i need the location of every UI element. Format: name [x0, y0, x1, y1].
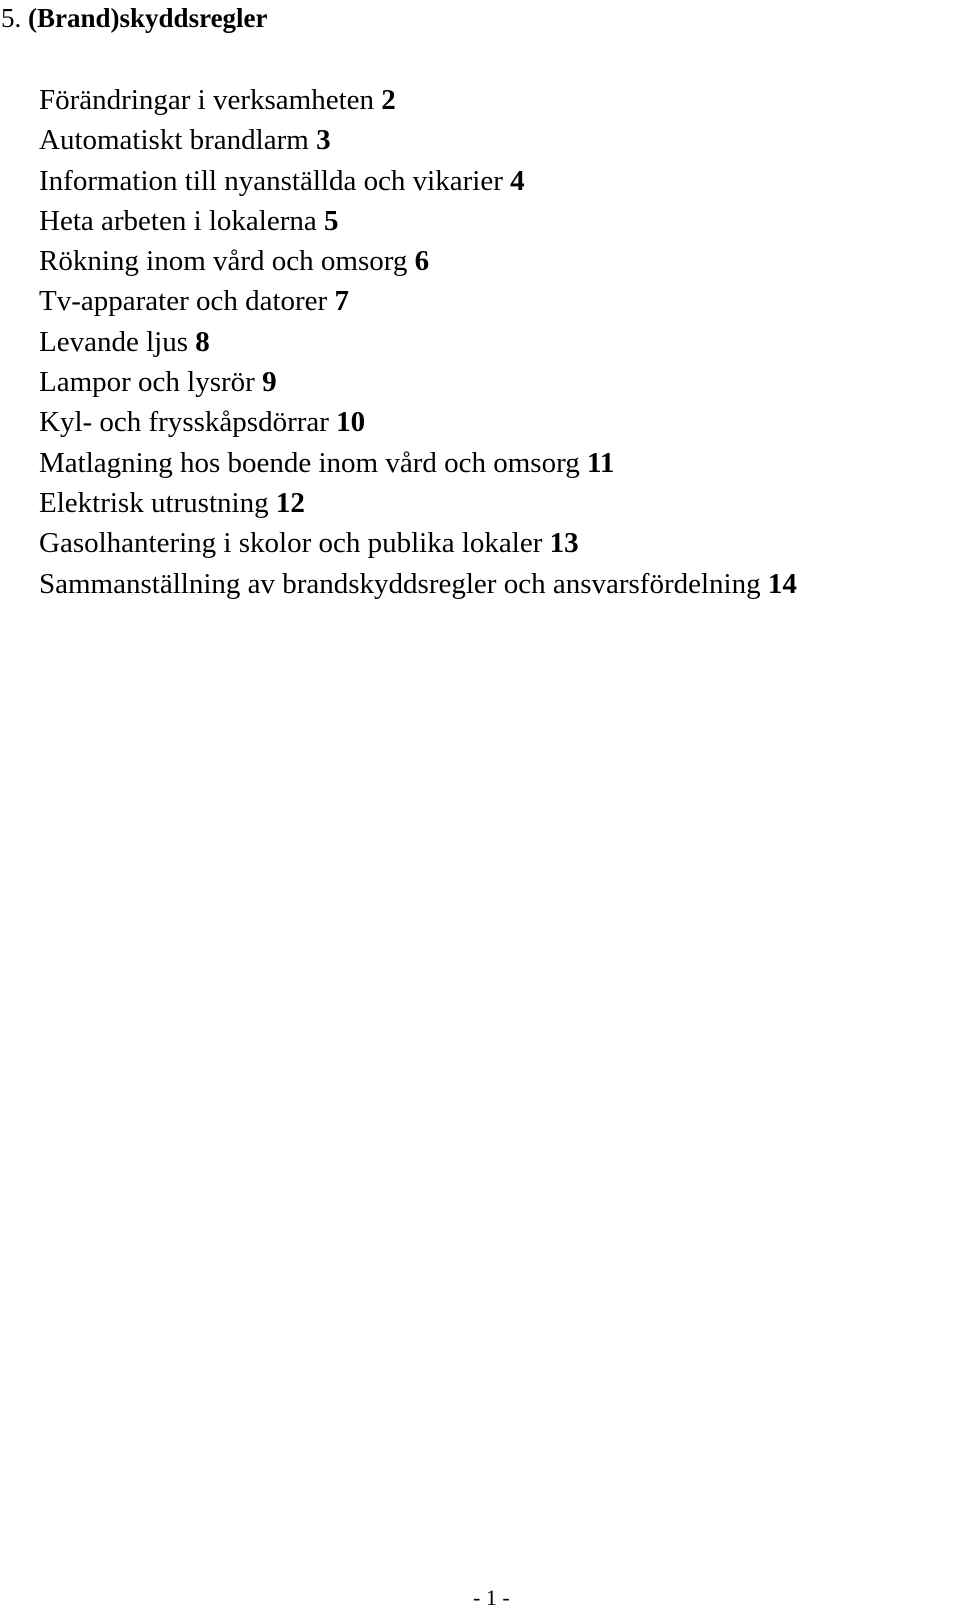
toc-entry[interactable]	[39, 80, 797, 120]
toc-entry[interactable]	[39, 402, 797, 442]
toc-entry[interactable]	[39, 322, 797, 362]
toc-entry[interactable]	[39, 483, 797, 523]
toc-entry-page: 14	[767, 567, 797, 600]
toc-entry-text: Kyl- och frysskåpsdörrar	[39, 406, 329, 439]
toc-entry[interactable]	[39, 362, 797, 402]
toc-entry-page: 6	[414, 245, 430, 278]
toc-entry-page: 7	[334, 285, 349, 318]
toc-entry-page: 3	[316, 124, 331, 157]
toc-entry[interactable]	[39, 281, 797, 321]
toc-entry-text: Gasolhantering i skolor och publika lokaler	[39, 527, 543, 560]
toc-entry-page: 4	[510, 164, 525, 197]
toc-entry-text: Automatiskt brandlarm	[39, 124, 309, 157]
toc-entry-page: 5	[324, 204, 339, 237]
toc-entry-text: Information till nyanställda och vikarier	[39, 164, 503, 197]
toc-entry[interactable]	[39, 443, 797, 483]
toc-entry[interactable]	[39, 201, 797, 241]
toc-entry[interactable]	[39, 523, 797, 563]
toc-entry-page: 8	[195, 325, 210, 358]
toc-entry[interactable]	[39, 241, 797, 281]
toc-entry-text: Elektrisk utrustning	[39, 486, 269, 519]
toc-entry[interactable]	[39, 161, 797, 201]
page-title	[1, 2, 268, 34]
toc-entry-text: Förändringar i verksamheten	[39, 84, 375, 116]
section-title: (Brand)skyddsregler	[28, 3, 268, 33]
toc-entry-text: Lampor och lysrör	[39, 366, 255, 399]
toc-entry-page: 2	[381, 84, 396, 116]
section-number: 5.	[1, 3, 22, 33]
toc-entry-text: Rökning inom vård och omsorg	[39, 245, 408, 278]
table-of-contents	[39, 80, 797, 604]
toc-entry-page: 9	[262, 366, 277, 399]
page-number: - 1 -	[473, 1585, 510, 1610]
toc-entry-page: 11	[586, 446, 615, 479]
toc-entry-text: Levande ljus	[39, 325, 188, 358]
toc-entry-text: Tv-apparater och datorer	[39, 285, 328, 318]
toc-entry-page: 12	[275, 486, 305, 519]
toc-entry[interactable]	[39, 120, 797, 160]
toc-entry-text: Matlagning hos boende inom vård och omsorg	[39, 446, 580, 479]
toc-entry[interactable]	[39, 564, 797, 604]
toc-entry-text: Heta arbeten i lokalerna	[39, 204, 317, 237]
toc-entry-page: 13	[549, 527, 579, 560]
toc-entry-text: Sammanställning av brandskyddsregler och ansvarsfördelning	[39, 567, 761, 600]
toc-entry-page: 10	[336, 406, 366, 439]
